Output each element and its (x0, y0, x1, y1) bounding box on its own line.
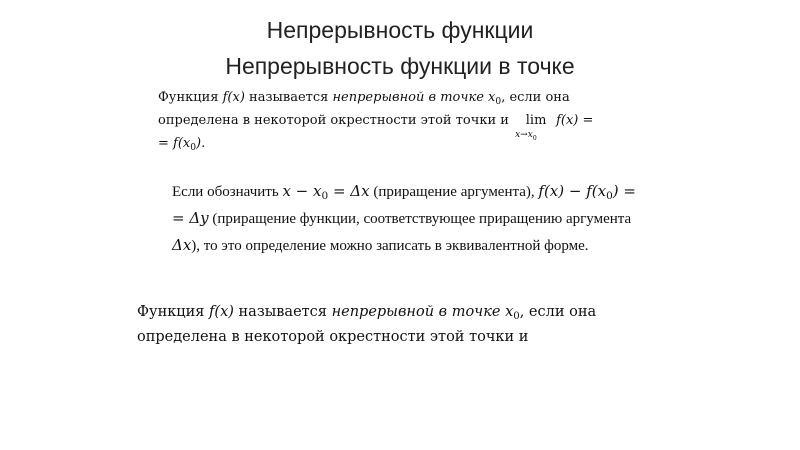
math-f-x0-prefix: = f(x (158, 136, 191, 151)
definition-2-line-3 (172, 232, 636, 259)
text-argument-increment: (приращение аргумента), (369, 184, 539, 200)
definition-3-line-2 (137, 325, 596, 350)
definition-1-line-2 (158, 109, 594, 142)
word-called: называется (238, 304, 327, 320)
definition-block-1 (158, 86, 593, 155)
word-function: Функция (158, 90, 219, 105)
text-function-increment: (приращение функции, соответствующее приращению аргумента (208, 211, 632, 227)
math-x-minus-x0: $x - x_0 = \Delta x$ (282, 182, 370, 202)
math-limit-expression: f(x) = (556, 113, 594, 128)
definition-2-line-1 (172, 178, 636, 205)
math-f-x: f(x) (222, 90, 245, 105)
text-equivalent-form: ), то это определение можно записать в эквивалентной форме. (191, 238, 589, 254)
slide-title: Непрерывность функции (266, 17, 534, 43)
math-f-difference: $f(x) - f(x_0)$ = (538, 182, 636, 202)
definition-2-line-2 (172, 205, 636, 232)
text-if-denote: Если обозначить (172, 184, 279, 200)
term-continuous-at-point: непрерывной в точке (331, 304, 501, 320)
word-function: Функция (137, 304, 205, 320)
definition-block-2 (172, 178, 636, 259)
text-defined-in-neighborhood: определена в некоторой окрестности этой точки и (158, 113, 509, 128)
math-x0: $x_0$ (488, 90, 502, 107)
math-delta-x: Δx (172, 236, 192, 254)
slide-subtitle: Непрерывность функции в точке (225, 53, 575, 79)
math-f-x0-suffix: ). (196, 136, 206, 151)
definition-3-line-1 (137, 300, 596, 325)
definition-1-line-1 (158, 86, 593, 109)
term-continuous-at-point: непрерывной в точке (332, 90, 484, 105)
text-if-it: , если она (519, 304, 597, 320)
text-defined-in-neighborhood: определена в некоторой окрестности этой точки и (137, 329, 529, 345)
math-f-x: f(x) (209, 304, 234, 320)
limit-subscript: $x\to x_0$ (515, 130, 537, 142)
math-limit: lim $x\to x_0$ (519, 109, 553, 132)
math-x0: $x_0$ (505, 304, 520, 322)
definition-block-3 (137, 300, 596, 350)
math-delta-y: = Δy (172, 209, 209, 227)
word-called: называется (249, 90, 329, 105)
text-if-it: , если она (501, 90, 570, 105)
math-subscript-zero: 0 (190, 143, 197, 153)
